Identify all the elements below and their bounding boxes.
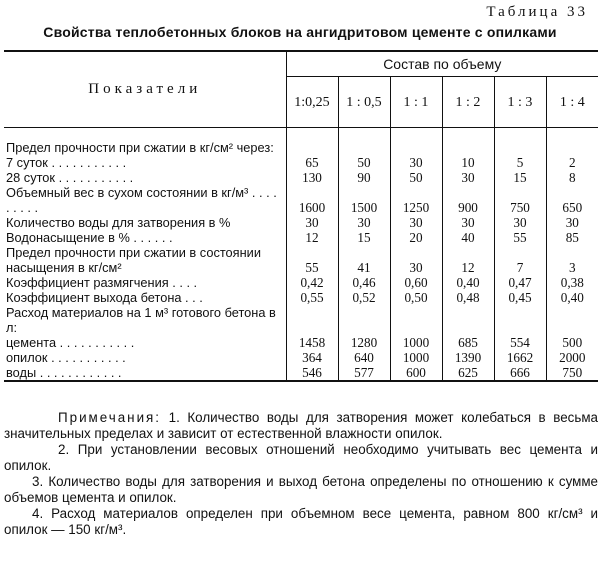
header-ratio: 1 : 2 <box>442 77 494 128</box>
row-value <box>286 140 338 155</box>
row-value: 55 <box>494 230 546 245</box>
row-value: 65 <box>305 155 319 170</box>
row-value: 1280 <box>338 335 390 350</box>
row-value: 500 <box>546 335 598 350</box>
row-value <box>546 305 598 335</box>
row-value: 10 <box>442 155 494 170</box>
row-value <box>286 305 338 335</box>
row-value: 55 <box>305 260 319 275</box>
row-value: 30 <box>390 215 442 230</box>
table-caption: Свойства теплобетонных блоков на ангидритовом цементе с опилками <box>43 24 557 40</box>
row-value <box>546 140 598 155</box>
row-value: 364 <box>302 350 322 365</box>
row-label: Объемный вес в сухом состоянии в кг/м³ . . . . . . . . . <box>4 185 286 215</box>
row-value: 0,40 <box>442 275 494 290</box>
header-ratio: 1 : 3 <box>494 77 546 128</box>
row-value <box>338 305 390 335</box>
row-value: 0,50 <box>390 290 442 305</box>
row-value: 1458 <box>298 335 326 350</box>
row-value: 650 <box>546 185 598 215</box>
row-label: 7 суток . . . . . . . . . . . <box>4 155 286 170</box>
table-body <box>4 128 598 382</box>
row-value: 1000 <box>390 335 442 350</box>
row-value: 750 <box>546 365 598 381</box>
table-row <box>4 365 598 381</box>
note-1-text: 1. Количество воды для затворения может колебаться в весьма значительных пределах и зависит от естественной влажности опилок. <box>4 410 598 441</box>
row-value: 30 <box>390 245 442 275</box>
header-ratio: 1:0,25 <box>286 77 338 128</box>
row-value: 1600 <box>298 200 326 215</box>
row-value <box>390 140 442 155</box>
row-label: Предел прочности при сжатии в состоянии насыщения в кг/см² <box>4 245 286 275</box>
row-value: 546 <box>286 365 338 381</box>
notes-label: Примечания: <box>58 410 162 425</box>
row-value <box>494 305 546 335</box>
row-value: 1500 <box>338 185 390 215</box>
row-value: 50 <box>390 170 442 185</box>
row-value: 1390 <box>442 350 494 365</box>
table-row <box>4 215 598 230</box>
row-value: 30 <box>305 215 319 230</box>
row-value: 0,47 <box>494 275 546 290</box>
row-label: Количество воды для затворения в % <box>4 215 286 230</box>
row-value: 750 <box>494 185 546 215</box>
row-value: 30 <box>546 215 598 230</box>
note-2: 2. При установлении весовых отношений необходимо учитывать вес цемента и опилок. <box>4 442 598 473</box>
row-value: 0,38 <box>546 275 598 290</box>
row-value: 30 <box>494 215 546 230</box>
row-label: воды . . . . . . . . . . . . <box>4 365 286 381</box>
row-value: 5 <box>494 155 546 170</box>
row-value: 85 <box>546 230 598 245</box>
row-label: Расход материалов на 1 м³ готового бетона в л: <box>4 305 286 335</box>
row-value: 12 <box>442 245 494 275</box>
row-value: 0,46 <box>338 275 390 290</box>
row-label: 28 суток . . . . . . . . . . . <box>4 170 286 185</box>
row-value: 1250 <box>390 185 442 215</box>
table-row <box>4 350 598 365</box>
row-value <box>494 140 546 155</box>
row-value: 1000 <box>390 350 442 365</box>
row-value: 0,55 <box>300 290 324 305</box>
row-value: 15 <box>338 230 390 245</box>
table-row <box>4 140 598 155</box>
row-label: Коэффициент размягчения . . . . <box>4 275 286 290</box>
header-ratio: 1 : 0,5 <box>338 77 390 128</box>
table-row <box>4 170 598 185</box>
row-label: Коэффициент выхода бетона . . . <box>4 290 286 305</box>
table-row <box>4 155 598 170</box>
header-ratio: 1 : 4 <box>546 77 598 128</box>
row-label: опилок . . . . . . . . . . . <box>4 350 286 365</box>
row-value: 130 <box>302 170 322 185</box>
row-value: 625 <box>442 365 494 381</box>
row-value: 15 <box>494 170 546 185</box>
row-value <box>442 305 494 335</box>
row-label: Предел прочности при сжатии в кг/см² через: <box>4 140 286 155</box>
row-value: 40 <box>442 230 494 245</box>
row-value: 3 <box>546 245 598 275</box>
row-value: 7 <box>494 245 546 275</box>
notes-section <box>4 410 598 538</box>
row-value: 900 <box>442 185 494 215</box>
row-value: 577 <box>338 365 390 381</box>
row-value: 2000 <box>546 350 598 365</box>
row-value: 0,60 <box>390 275 442 290</box>
note-1 <box>4 410 598 442</box>
row-value: 0,48 <box>442 290 494 305</box>
row-value: 0,42 <box>300 275 324 290</box>
row-value <box>442 140 494 155</box>
header-indicators: Показатели <box>4 51 286 128</box>
note-3: 3. Количество воды для затворения и выход бетона определены по отношению к сумме объемов цемента и опилок. <box>4 474 598 505</box>
table-row <box>4 275 598 290</box>
header-ratio: 1 : 1 <box>390 77 442 128</box>
row-value: 0,45 <box>494 290 546 305</box>
note-4: 4. Расход материалов определен при объемном весе цемента, равном 800 кг/см³ и опилок — 150 кг/м³. <box>4 506 598 537</box>
row-value: 0,40 <box>546 290 598 305</box>
row-value: 30 <box>442 170 494 185</box>
row-value: 41 <box>338 245 390 275</box>
row-value: 685 <box>442 335 494 350</box>
row-value: 20 <box>390 230 442 245</box>
row-value: 90 <box>338 170 390 185</box>
row-value: 50 <box>338 155 390 170</box>
table-row <box>4 335 598 350</box>
row-value: 8 <box>546 170 598 185</box>
table-row <box>4 230 598 245</box>
row-label: Водонасыщение в % . . . . . . <box>4 230 286 245</box>
row-label: цемента . . . . . . . . . . . <box>4 335 286 350</box>
table-row <box>4 290 598 305</box>
table-row <box>4 245 598 275</box>
row-value <box>390 305 442 335</box>
row-value: 554 <box>494 335 546 350</box>
row-value: 2 <box>546 155 598 170</box>
table-row <box>4 185 598 215</box>
row-value: 12 <box>305 230 319 245</box>
row-value: 600 <box>390 365 442 381</box>
row-value: 30 <box>390 155 442 170</box>
row-value: 640 <box>338 350 390 365</box>
properties-table <box>4 50 598 382</box>
row-value: 0,52 <box>338 290 390 305</box>
row-value: 30 <box>338 215 390 230</box>
row-value: 30 <box>442 215 494 230</box>
row-value: 1662 <box>494 350 546 365</box>
table-row <box>4 305 598 335</box>
row-value <box>338 140 390 155</box>
row-value: 666 <box>494 365 546 381</box>
table-number: Таблица 33 <box>486 4 588 20</box>
header-composition: Состав по объему <box>286 51 598 77</box>
